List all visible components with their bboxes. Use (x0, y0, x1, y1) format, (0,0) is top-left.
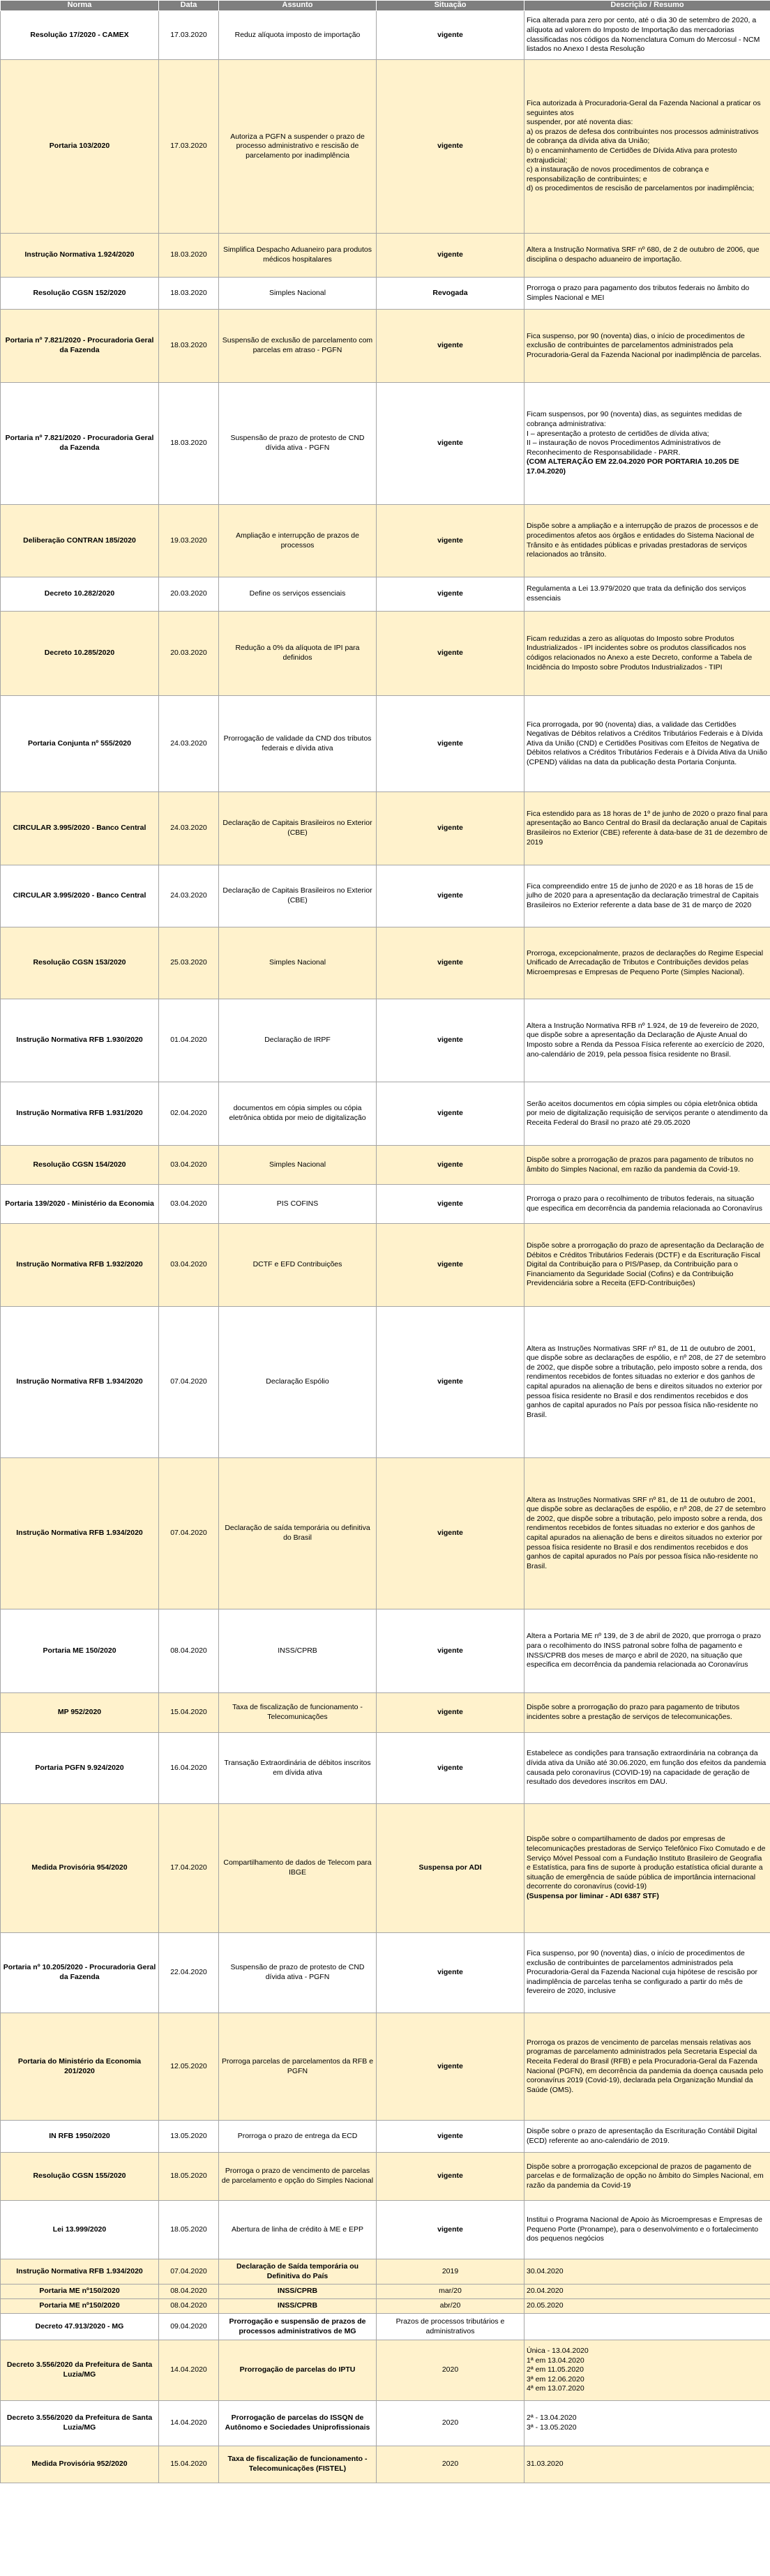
cell-descricao (524, 2314, 770, 2340)
cell-norma: Resolução CGSN 152/2020 (1, 278, 159, 310)
cell-assunto: Declaração de Capitais Brasileiros no Exterior (CBE) (219, 792, 377, 865)
cell-situacao: vigente (377, 2121, 524, 2153)
table-row (1, 1458, 770, 1609)
cell-assunto: PIS COFINS (219, 1185, 377, 1224)
cell-data: 18.03.2020 (159, 234, 219, 278)
cell-descricao: Prorroga o prazo para pagamento dos tributos federais no âmbito do Simples Nacional e MEI (524, 278, 770, 310)
cell-assunto: Redução a 0% da alíquota de IPI para definidos (219, 612, 377, 696)
header-assunto: Assunto (219, 1, 377, 11)
cell-data: 08.04.2020 (159, 1609, 219, 1693)
cell-situacao: vigente (377, 11, 524, 60)
descricao-note: (Suspensa por liminar - ADI 6387 STF) (527, 1891, 659, 1900)
table-row (1, 2201, 770, 2259)
cell-assunto: INSS/CPRB (219, 2285, 377, 2299)
table-row (1, 2314, 770, 2340)
table-row (1, 310, 770, 383)
table-row (1, 1146, 770, 1185)
cell-norma: Medida Provisória 954/2020 (1, 1804, 159, 1933)
table-row (1, 1307, 770, 1458)
cell-situacao: vigente (377, 2153, 524, 2201)
cell-situacao: vigente (377, 310, 524, 383)
cell-data: 03.04.2020 (159, 1185, 219, 1224)
table-row (1, 2013, 770, 2121)
table-row (1, 999, 770, 1082)
cell-norma: Resolução 17/2020 - CAMEX (1, 11, 159, 60)
cell-descricao: 20.04.2020 (524, 2285, 770, 2299)
cell-assunto: Autoriza a PGFN a suspender o prazo de processo administrativo e rescisão de parcelamento por inadimplência (219, 60, 377, 234)
cell-descricao: Fica compreendido entre 15 de junho de 2020 e as 18 horas de 15 de julho de 2020 para a apresentação da declaração trimestral de Capitais Brasileiros no Exterior referente a data base de 31 de março de 2020 (524, 865, 770, 927)
table-row (1, 2121, 770, 2153)
cell-assunto: documentos em cópia simples ou cópia eletrônica obtida por meio de digitalização (219, 1082, 377, 1146)
cell-descricao: Prorroga o prazo para o recolhimento de tributos federais, na situação que especifica em decorrência da pandemia relacionada ao Coronavírus (524, 1185, 770, 1224)
cell-norma: IN RFB 1950/2020 (1, 2121, 159, 2153)
table-row (1, 2446, 770, 2483)
cell-assunto: Taxa de fiscalização de funcionamento - Telecomunicações (FISTEL) (219, 2446, 377, 2483)
cell-norma: Portaria PGFN 9.924/2020 (1, 1733, 159, 1804)
cell-data: 17.03.2020 (159, 11, 219, 60)
cell-data: 17.04.2020 (159, 1804, 219, 1933)
cell-situacao: vigente (377, 2013, 524, 2121)
table-row (1, 1082, 770, 1146)
cell-assunto: Simples Nacional (219, 278, 377, 310)
cell-data: 14.04.2020 (159, 2401, 219, 2446)
table-row (1, 865, 770, 927)
cell-situacao: vigente (377, 1733, 524, 1804)
cell-norma: Portaria ME nº150/2020 (1, 2285, 159, 2299)
cell-assunto: Declaração Espólio (219, 1307, 377, 1458)
table-row (1, 792, 770, 865)
cell-situacao: vigente (377, 612, 524, 696)
cell-norma: Deliberação CONTRAN 185/2020 (1, 505, 159, 577)
cell-assunto: Suspensão de prazo de protesto de CND dívida ativa - PGFN (219, 383, 377, 505)
cell-assunto: Prorrogação e suspensão de prazos de processos administrativos de MG (219, 2314, 377, 2340)
cell-assunto: Compartilhamento de dados de Telecom para IBGE (219, 1804, 377, 1933)
cell-descricao (524, 383, 770, 505)
cell-norma: Portaria nº 7.821/2020 - Procuradoria Geral da Fazenda (1, 383, 159, 505)
cell-assunto: Prorroga parcelas de parcelamentos da RFB e PGFN (219, 2013, 377, 2121)
table-row (1, 1933, 770, 2013)
cell-data: 18.03.2020 (159, 278, 219, 310)
table-row (1, 2153, 770, 2201)
cell-assunto: Simplifica Despacho Aduaneiro para produtos médicos hospitalares (219, 234, 377, 278)
cell-norma: Instrução Normativa RFB 1.932/2020 (1, 1224, 159, 1307)
descricao-text: Dispõe sobre o compartilhamento de dados por empresas de telecomunicações prestadoras de Serviço Telefônico Fixo Comutado e de Serviço Móvel Pessoal com a Fundação Instituto Brasileiro de Geografia e Estatística, para fins de suporte à produção estatística oficial durante a situação de emergência de saúde pública de importância internacional decorrente do coronavírus (covid-19) (527, 1835, 766, 1891)
cell-norma: Medida Provisória 952/2020 (1, 2446, 159, 2483)
cell-norma: Instrução Normativa RFB 1.934/2020 (1, 2259, 159, 2285)
header-descricao: Descrição / Resumo (524, 1, 770, 11)
cell-assunto: Prorrogação de validade da CND dos tributos federais e dívida ativa (219, 696, 377, 792)
cell-data: 02.04.2020 (159, 1082, 219, 1146)
cell-norma: Portaria ME 150/2020 (1, 1609, 159, 1693)
cell-data: 14.04.2020 (159, 2340, 219, 2401)
cell-norma: Portaria Conjunta nº 555/2020 (1, 696, 159, 792)
cell-descricao: Serão aceitos documentos em cópia simples ou cópia eletrônica obtida por meio de digitalização requisição de serviços perante o atendimento da Receita Federal do Brasil no prazo até 29.05.2020 (524, 1082, 770, 1146)
cell-situacao: vigente (377, 577, 524, 612)
cell-norma: CIRCULAR 3.995/2020 - Banco Central (1, 865, 159, 927)
cell-assunto: Declaração de saída temporária ou definitiva do Brasil (219, 1458, 377, 1609)
cell-data: 20.03.2020 (159, 577, 219, 612)
cell-assunto: Simples Nacional (219, 1146, 377, 1185)
cell-norma: Portaria do Ministério da Economia 201/2020 (1, 2013, 159, 2121)
table-row (1, 2285, 770, 2299)
table-row (1, 1693, 770, 1733)
cell-assunto: Transação Extraordinária de débitos inscritos em dívida ativa (219, 1733, 377, 1804)
cell-situacao: vigente (377, 792, 524, 865)
cell-descricao: Altera as Instruções Normativas SRF nº 81, de 11 de outubro de 2001, que dispõe sobre as declarações de espólio, e nº 208, de 27 de setembro de 2002, que dispõe sobre a tributação, pelo imposto sobre a renda, dos rendimentos recebidos de fontes situadas no exterior e dos ganhos de capital apurados na alienação de bens e direitos situados no exterior por pessoa física residente no Brasil e dos rendimentos recebidos e dos ganhos de capital apurados no País por pessoa física não-residente no Brasil. (524, 1458, 770, 1609)
cell-situacao: 2020 (377, 2446, 524, 2483)
cell-assunto: Ampliação e interrupção de prazos de processos (219, 505, 377, 577)
cell-assunto: Taxa de fiscalização de funcionamento - Telecomunicações (219, 1693, 377, 1733)
cell-descricao: Dispõe sobre o prazo de apresentação da Escrituração Contábil Digital (ECD) referente ao ano-calendário de 2019. (524, 2121, 770, 2153)
cell-data: 15.04.2020 (159, 1693, 219, 1733)
cell-norma: Decreto 3.556/2020 da Prefeitura de Santa Luzia/MG (1, 2401, 159, 2446)
descricao-text: Ficam suspensos, por 90 (noventa) dias, as seguintes medidas de cobrança administrativa: I – apresentação a protesto de certidões de dívida ativa; II – instauração de novos Procedimentos Administrativos de Reconhecimento de Responsabilidade - PARR. (527, 410, 742, 457)
cell-norma: Instrução Normativa 1.924/2020 (1, 234, 159, 278)
table-row (1, 927, 770, 999)
table-row (1, 696, 770, 792)
cell-situacao: 2019 (377, 2259, 524, 2285)
cell-norma: Decreto 3.556/2020 da Prefeitura de Santa Luzia/MG (1, 2340, 159, 2401)
cell-assunto: Prorroga o prazo de vencimento de parcelas de parcelamento e opção do Simples Nacional (219, 2153, 377, 2201)
cell-situacao: vigente (377, 927, 524, 999)
cell-data: 16.04.2020 (159, 1733, 219, 1804)
cell-norma: Portaria ME nº150/2020 (1, 2299, 159, 2314)
cell-situacao: vigente (377, 1082, 524, 1146)
cell-situacao: vigente (377, 1224, 524, 1307)
cell-assunto: Prorroga o prazo de entrega da ECD (219, 2121, 377, 2153)
cell-situacao: vigente (377, 1933, 524, 2013)
cell-norma: Instrução Normativa RFB 1.934/2020 (1, 1307, 159, 1458)
cell-descricao: Prorroga, excepcionalmente, prazos de declarações do Regime Especial Unificado de Arrecadação de Tributos e Contribuições devidos pelas Microempresas e Empresas de Pequeno Porte (Simples Nacional). (524, 927, 770, 999)
cell-situacao: vigente (377, 505, 524, 577)
cell-norma: Portaria nº 7.821/2020 - Procuradoria Geral da Fazenda (1, 310, 159, 383)
cell-norma: Decreto 10.282/2020 (1, 577, 159, 612)
table-row (1, 1733, 770, 1804)
cell-situacao: 2020 (377, 2340, 524, 2401)
cell-descricao: Única - 13.04.2020 1ª em 13.04.2020 2ª em 11.05.2020 3ª em 12.06.2020 4ª em 13.07.2020 (524, 2340, 770, 2401)
cell-assunto: Declaração de Capitais Brasileiros no Exterior (CBE) (219, 865, 377, 927)
cell-assunto: Suspensão de exclusão de parcelamento com parcelas em atraso - PGFN (219, 310, 377, 383)
table-row (1, 1609, 770, 1693)
cell-situacao: abr/20 (377, 2299, 524, 2314)
cell-situacao: vigente (377, 1609, 524, 1693)
cell-data: 07.04.2020 (159, 1458, 219, 1609)
header-norma: Norma (1, 1, 159, 11)
cell-norma: Resolução CGSN 153/2020 (1, 927, 159, 999)
cell-norma: Instrução Normativa RFB 1.934/2020 (1, 1458, 159, 1609)
table-row (1, 2299, 770, 2314)
cell-descricao: Fica autorizada à Procuradoria-Geral da Fazenda Nacional a praticar os seguintes atos suspender, por até noventa dias: a) os prazos de defesa dos contribuintes nos processos administrativos de cobrança da dívida ativa da União; b) o encaminhamento de Certidões de Dívida Ativa para protesto extrajudicial; c) a instauração de novos procedimentos de cobrança e responsabilização de contribuintes; e d) os procedimentos de rescisão de parcelamentos por inadimplência; (524, 60, 770, 234)
cell-descricao: 31.03.2020 (524, 2446, 770, 2483)
cell-situacao: vigente (377, 1458, 524, 1609)
cell-assunto: Prorrogação de parcelas do ISSQN de Autônomo e Sociedades Uniprofissionais (219, 2401, 377, 2446)
cell-situacao: Prazos de processos tributários e administrativos (377, 2314, 524, 2340)
table-row (1, 2259, 770, 2285)
cell-descricao: Fica alterada para zero por cento, até o dia 30 de setembro de 2020, a alíquota ad valorem do Imposto de Importação das mercadorias classificadas nos códigos da Nomenclatura Comum do Mercosul - NCM listados no Anexo I desta Resolução (524, 11, 770, 60)
cell-descricao: Dispõe sobre a prorrogação de prazos para pagamento de tributos no âmbito do Simples Nacional, em razão da pandemia da Covid-19. (524, 1146, 770, 1185)
cell-descricao (524, 1804, 770, 1933)
cell-norma: Lei 13.999/2020 (1, 2201, 159, 2259)
table-row (1, 577, 770, 612)
cell-descricao: Dispõe sobre a prorrogação do prazo de apresentação da Declaração de Débitos e Créditos Tributários Federais (DCTF) e da Escrituração Fiscal Digital da Contribuição para o PIS/Pasep, da Contribuição para o Financiamento da Seguridade Social (Cofins) e da Contribuição Previdenciária sobre a Receita (EFD-Contribuições) (524, 1224, 770, 1307)
cell-norma: Decreto 47.913/2020 - MG (1, 2314, 159, 2340)
cell-descricao: Regulamenta a Lei 13.979/2020 que trata da definição dos serviços essenciais (524, 577, 770, 612)
cell-assunto: Define os serviços essenciais (219, 577, 377, 612)
cell-descricao: Fica suspenso, por 90 (noventa) dias, o início de procedimentos de exclusão de contribuintes de parcelamentos administrados pela Procuradoria-Geral da Fazenda Nacional por inadimplência de parcelas. (524, 310, 770, 383)
cell-data: 24.03.2020 (159, 696, 219, 792)
cell-descricao: 2ª - 13.04.2020 3ª - 13.05.2020 (524, 2401, 770, 2446)
cell-situacao: Suspensa por ADI (377, 1804, 524, 1933)
cell-norma: CIRCULAR 3.995/2020 - Banco Central (1, 792, 159, 865)
cell-descricao: Ficam reduzidas a zero as alíquotas do Imposto sobre Produtos Industrializados - IPI incidentes sobre os produtos classificados nos códigos relacionados no Anexo a este Decreto, conforme a Tabela de Incidência do Imposto sobre Produtos Industrializados - TIPI (524, 612, 770, 696)
cell-data: 18.03.2020 (159, 383, 219, 505)
table-row (1, 505, 770, 577)
table-row (1, 234, 770, 278)
header-situacao: Situação (377, 1, 524, 11)
descricao-note: (COM ALTERAÇÃO EM 22.04.2020 POR PORTARIA 10.205 DE 17.04.2020) (527, 457, 739, 476)
cell-situacao: vigente (377, 1693, 524, 1733)
cell-situacao: mar/20 (377, 2285, 524, 2299)
cell-situacao: vigente (377, 234, 524, 278)
cell-data: 08.04.2020 (159, 2299, 219, 2314)
cell-data: 12.05.2020 (159, 2013, 219, 2121)
cell-situacao: vigente (377, 865, 524, 927)
cell-data: 15.04.2020 (159, 2446, 219, 2483)
cell-norma: Decreto 10.285/2020 (1, 612, 159, 696)
cell-situacao: vigente (377, 1185, 524, 1224)
cell-data: 03.04.2020 (159, 1224, 219, 1307)
cell-norma: Instrução Normativa RFB 1.931/2020 (1, 1082, 159, 1146)
cell-descricao: Prorroga os prazos de vencimento de parcelas mensais relativas aos programas de parcelamento administrados pela Secretaria Especial da Receita Federal do Brasil (RFB) e pela Procuradoria-Geral da Fazenda Nacional (PGFN), em decorrência da pandemia da doença causada pelo coronavírus 2019 (Covid-19), declarada pela Organização Mundial da Saúde (OMS). (524, 2013, 770, 2121)
cell-descricao: Fica estendido para as 18 horas de 1º de junho de 2020 o prazo final para apresentação ao Banco Central do Brasil da declaração anual de Capitais Brasileiros no Exterior (CBE) referente à data-base de 31 de dezembro de 2019 (524, 792, 770, 865)
cell-descricao: Dispõe sobre a prorrogação do prazo para pagamento de tributos incidentes sobre a prestação de serviços de telecomunicações. (524, 1693, 770, 1733)
cell-descricao: Altera a Portaria ME nº 139, de 3 de abril de 2020, que prorroga o prazo para o recolhimento do INSS patronal sobre folha de pagamento e INSS/CPRB dos meses de março e abril de 2020, na situação que especifica em decorrência da pandemia relacionada ao Coronavírus (524, 1609, 770, 1693)
table-row (1, 1224, 770, 1307)
cell-data: 18.03.2020 (159, 310, 219, 383)
table-row (1, 1185, 770, 1224)
cell-situacao: vigente (377, 1307, 524, 1458)
cell-data: 22.04.2020 (159, 1933, 219, 2013)
cell-assunto: Reduz alíquota imposto de importação (219, 11, 377, 60)
cell-assunto: Declaração de Saída temporária ou Definitiva do País (219, 2259, 377, 2285)
cell-data: 07.04.2020 (159, 1307, 219, 1458)
table-row (1, 2401, 770, 2446)
cell-norma: Resolução CGSN 154/2020 (1, 1146, 159, 1185)
cell-situacao: 2020 (377, 2401, 524, 2446)
cell-descricao: 20.05.2020 (524, 2299, 770, 2314)
cell-assunto: INSS/CPRB (219, 2299, 377, 2314)
cell-descricao: Altera a Instrução Normativa RFB nº 1.924, de 19 de fevereiro de 2020, que dispõe sobre a apresentação da Declaração de Ajuste Anual do Imposto sobre a Renda da Pessoa Física referente ao exercício de 2020, ano-calendário de 2019, pela pessoa física residente no Brasil. (524, 999, 770, 1082)
cell-descricao: Fica prorrogada, por 90 (noventa) dias, a validade das Certidões Negativas de Débitos relativos a Créditos Tributários Federais e à Dívida Ativa da União (CND) e Certidões Positivas com Efeitos de Negativa de Débitos relativos a Créditos Tributários Federais e à Dívida Ativa da União (CPEND) válidas na data da publicação desta Portaria Conjunta. (524, 696, 770, 792)
cell-descricao: Fica suspenso, por 90 (noventa) dias, o início de procedimentos de exclusão de contribuintes de parcelamentos administrados pela Procuradoria-Geral da Fazenda Nacional cuja hipótese de rescisão por inadimplência de parcelas tenha se configurado a partir do mês de fevereiro de 2020, inclusive (524, 1933, 770, 2013)
cell-data: 18.05.2020 (159, 2153, 219, 2201)
cell-situacao: vigente (377, 696, 524, 792)
cell-descricao: Altera as Instruções Normativas SRF nº 81, de 11 de outubro de 2001, que dispõe sobre as declarações de espólio, e nº 208, de 27 de setembro de 2002, que dispõe sobre a tributação, pelo imposto sobre a renda, dos rendimentos recebidos de fontes situadas no exterior e dos ganhos de capital apurados na alienação de bens e direitos situados no exterior por pessoa física residente no Brasil e dos rendimentos recebidos e dos ganhos de capital apurados no País por pessoa física não-residente no Brasil. (524, 1307, 770, 1458)
cell-data: 19.03.2020 (159, 505, 219, 577)
cell-data: 03.04.2020 (159, 1146, 219, 1185)
cell-norma: Instrução Normativa RFB 1.930/2020 (1, 999, 159, 1082)
cell-norma: MP 952/2020 (1, 1693, 159, 1733)
cell-descricao: Institui o Programa Nacional de Apoio às Microempresas e Empresas de Pequeno Porte (Pronampe), para o desenvolvimento e o fortalecimento dos pequenos negócios (524, 2201, 770, 2259)
cell-situacao: vigente (377, 383, 524, 505)
cell-data: 01.04.2020 (159, 999, 219, 1082)
cell-descricao: Dispõe sobre a prorrogação excepcional de prazos de pagamento de parcelas e de formalização de opção no âmbito do Simples Nacional, em razão da pandemia da Covid-19 (524, 2153, 770, 2201)
table-row (1, 11, 770, 60)
cell-norma: Portaria 139/2020 - Ministério da Economia (1, 1185, 159, 1224)
cell-descricao: Estabelece as condições para transação extraordinária na cobrança da dívida ativa da União até 30.06.2020, em função dos efeitos da pandemia causada pelo coronavírus (COVID-19) na capacidade de geração de resultado dos devedores inscritos em DAU. (524, 1733, 770, 1804)
cell-assunto: DCTF e EFD Contribuições (219, 1224, 377, 1307)
cell-data: 07.04.2020 (159, 2259, 219, 2285)
table-row (1, 278, 770, 310)
table-header (1, 1, 770, 11)
cell-assunto: Abertura de linha de crédito à ME e EPP (219, 2201, 377, 2259)
table-row (1, 612, 770, 696)
cell-assunto: Simples Nacional (219, 927, 377, 999)
cell-assunto: Declaração de IRPF (219, 999, 377, 1082)
cell-descricao: Altera a Instrução Normativa SRF nº 680, de 2 de outubro de 2006, que disciplina o despacho aduaneiro de importação. (524, 234, 770, 278)
cell-data: 08.04.2020 (159, 2285, 219, 2299)
cell-assunto: INSS/CPRB (219, 1609, 377, 1693)
cell-assunto: Prorrogação de parcelas do IPTU (219, 2340, 377, 2401)
table-row (1, 60, 770, 234)
table-row (1, 2340, 770, 2401)
cell-data: 09.04.2020 (159, 2314, 219, 2340)
header-data: Data (159, 1, 219, 11)
cell-data: 25.03.2020 (159, 927, 219, 999)
cell-assunto: Suspensão de prazo de protesto de CND dívida ativa - PGFN (219, 1933, 377, 2013)
cell-situacao: vigente (377, 999, 524, 1082)
table-row (1, 383, 770, 505)
cell-situacao: vigente (377, 2201, 524, 2259)
cell-data: 20.03.2020 (159, 612, 219, 696)
cell-data: 18.05.2020 (159, 2201, 219, 2259)
cell-data: 13.05.2020 (159, 2121, 219, 2153)
cell-norma: Resolução CGSN 155/2020 (1, 2153, 159, 2201)
cell-situacao: vigente (377, 1146, 524, 1185)
cell-situacao: Revogada (377, 278, 524, 310)
table-row (1, 1804, 770, 1933)
cell-norma: Portaria 103/2020 (1, 60, 159, 234)
cell-data: 17.03.2020 (159, 60, 219, 234)
cell-data: 24.03.2020 (159, 792, 219, 865)
cell-descricao: 30.04.2020 (524, 2259, 770, 2285)
cell-norma: Portaria nº 10.205/2020 - Procuradoria Geral da Fazenda (1, 1933, 159, 2013)
cell-situacao: vigente (377, 60, 524, 234)
cell-descricao: Dispõe sobre a ampliação e a interrupção de prazos de processos e de procedimentos afetos aos órgãos e entidades do Sistema Nacional de Trânsito e às entidades públicas e privadas prestadoras de serviços relacionados ao trânsito. (524, 505, 770, 577)
cell-data: 24.03.2020 (159, 865, 219, 927)
